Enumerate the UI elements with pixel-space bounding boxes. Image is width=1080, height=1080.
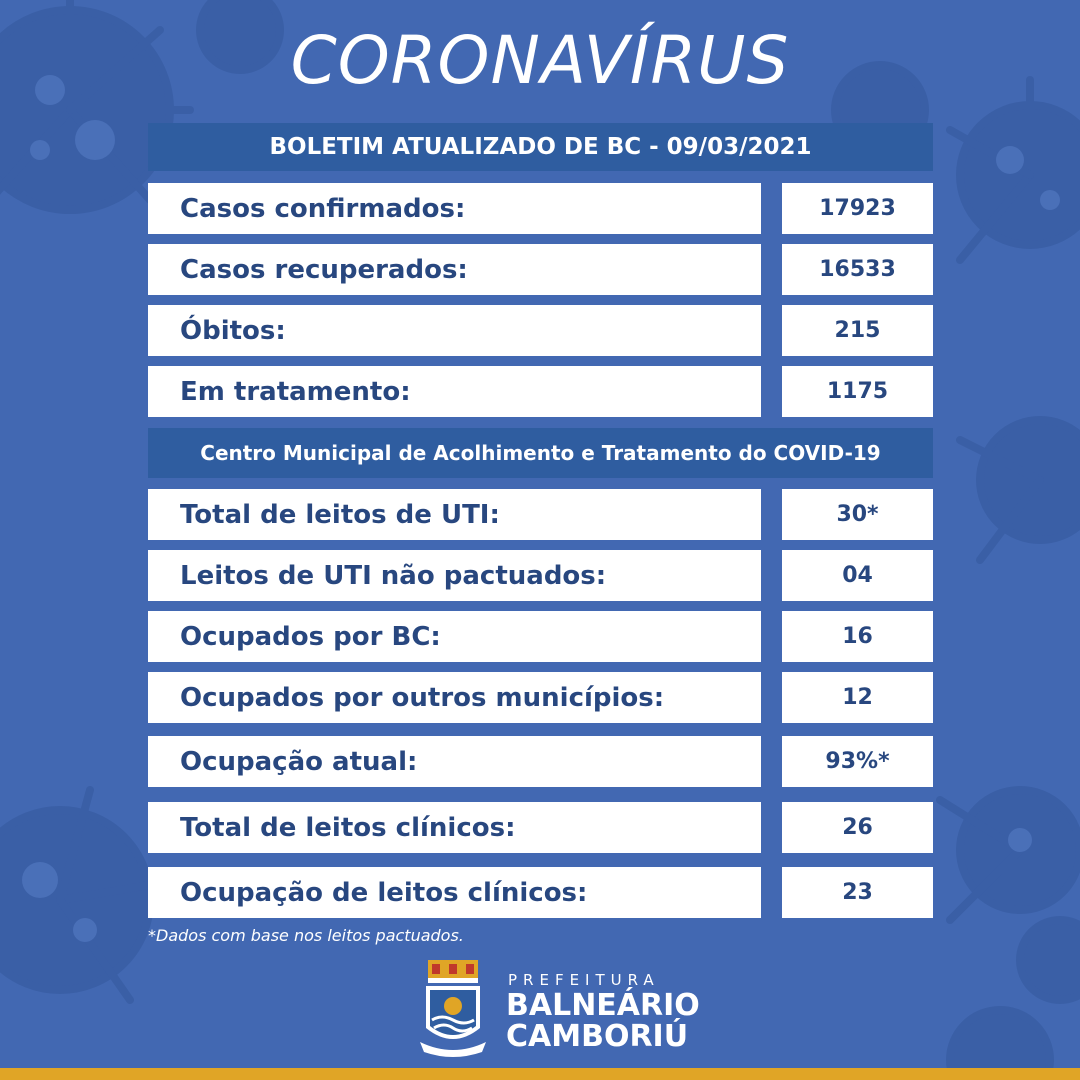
bed-label-icu-not-agreed: Leitos de UTI não pactuados:	[148, 550, 761, 601]
bottom-accent-strip	[0, 1068, 1080, 1080]
logo-balneario: BALNEÁRIO	[506, 988, 700, 1023]
stat-value-deaths: 215	[782, 305, 933, 356]
city-logo	[418, 958, 700, 1058]
page-title: CORONAVÍRUS	[290, 22, 790, 99]
logo-prefeitura: PREFEITURA	[508, 971, 660, 989]
bed-value-current-occupancy: 93%*	[782, 736, 933, 787]
stat-value-in-treatment: 1175	[782, 366, 933, 417]
bed-value-clinical-occupancy: 23	[782, 867, 933, 918]
bulletin-header: BOLETIM ATUALIZADO DE BC - 09/03/2021	[148, 123, 933, 171]
stat-label-deaths: Óbitos:	[148, 305, 761, 356]
bed-label-current-occupancy: Ocupação atual:	[148, 736, 761, 787]
stat-label-in-treatment: Em tratamento:	[148, 366, 761, 417]
stat-value-confirmed: 17923	[782, 183, 933, 234]
bed-label-occupied-other: Ocupados por outros municípios:	[148, 672, 761, 723]
stat-value-recovered: 16533	[782, 244, 933, 295]
center-header: Centro Municipal de Acolhimento e Tratamento do COVID-19	[148, 428, 933, 478]
stat-label-confirmed: Casos confirmados:	[148, 183, 761, 234]
bed-label-icu-total: Total de leitos de UTI:	[148, 489, 761, 540]
bed-value-occupied-bc: 16	[782, 611, 933, 662]
bed-label-clinical-total: Total de leitos clínicos:	[148, 802, 761, 853]
crest-icon	[418, 958, 488, 1058]
bed-value-icu-total: 30*	[782, 489, 933, 540]
bed-value-icu-not-agreed: 04	[782, 550, 933, 601]
bed-value-clinical-total: 26	[782, 802, 933, 853]
bed-label-occupied-bc: Ocupados por BC:	[148, 611, 761, 662]
footnote: *Dados com base nos leitos pactuados.	[148, 926, 464, 945]
bed-label-clinical-occupancy: Ocupação de leitos clínicos:	[148, 867, 761, 918]
stat-label-recovered: Casos recuperados:	[148, 244, 761, 295]
logo-camboriu: CAMBORIÚ	[506, 1019, 689, 1054]
bed-value-occupied-other: 12	[782, 672, 933, 723]
